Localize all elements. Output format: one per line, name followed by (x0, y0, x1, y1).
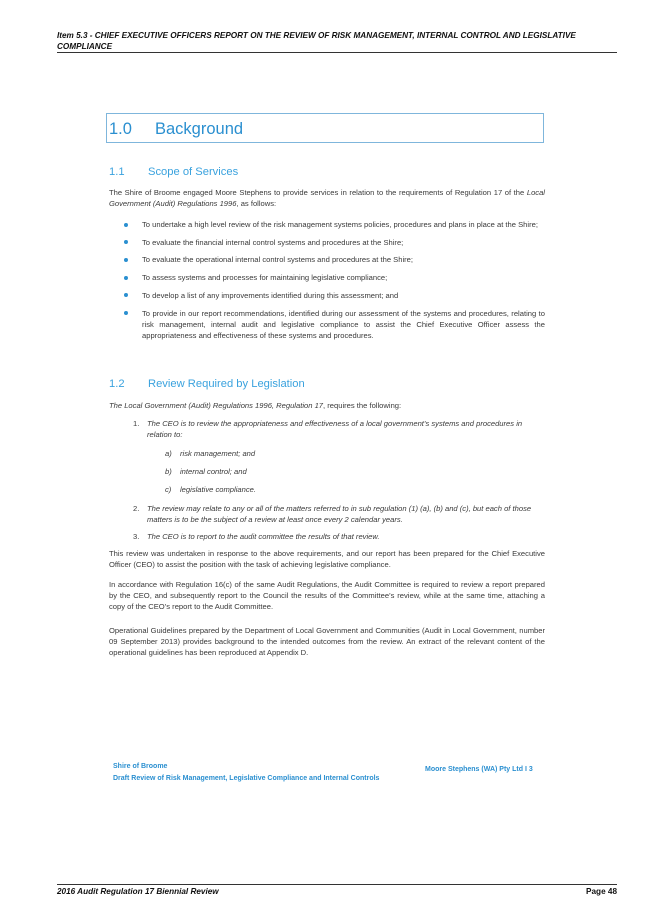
footer-rule (57, 884, 617, 885)
subsection-number-1-2: 1.2 (109, 378, 125, 390)
guidelines-paragraph: Operational Guidelines prepared by the Department of Local Government and Communities (Audit in Local Government, number 09 September 2013) provides background to the intended outcomes from the review. An extract of the relevant content of the operational guidelines has been reproduced at Appendix D. (109, 626, 545, 658)
regulation-item-3: 3. The CEO is to report to the audit committee the results of that review. (133, 532, 380, 541)
regulation-subitem-b: b) internal control; and (165, 467, 247, 476)
scope-bullet-list (109, 219, 545, 348)
bullet-dot-icon (124, 276, 128, 280)
page-number: Page 48 (586, 887, 617, 896)
list-item: To assess systems and processes for maintaining legislative compliance; (109, 272, 545, 283)
bullet-dot-icon (124, 293, 128, 297)
subsection-title-legislation: Review Required by Legislation (148, 378, 305, 390)
section-title: Background (155, 120, 244, 138)
subsection-number-1-1: 1.1 (109, 166, 125, 178)
legislation-intro: The Local Government (Audit) Regulations 1996, Regulation 17, requires the following: (109, 401, 402, 410)
review-paragraph: This review was undertaken in response to the above requirements, and our report has been prepared for the Chief Executive Officer (CEO) to assist the position with the task of achieving legislative compliance. (109, 549, 545, 570)
report-footer-firm: Moore Stephens (WA) Pty Ltd I 3 (425, 766, 533, 773)
report-footer-doc-title: Draft Review of Risk Management, Legislative Compliance and Internal Controls (113, 774, 380, 782)
list-item: To develop a list of any improvements identified during this assessment; and (109, 290, 545, 301)
bullet-dot-icon (124, 223, 128, 227)
regulation-item-2: 2. The review may relate to any or all of the matters referred to in sub regulation (1) (a), (b) and (c), but each of those matters is to be the subject of a review at least once every 2 calendar years. (133, 504, 532, 525)
regulation-subitem-c: c) legislative compliance. (165, 485, 256, 494)
report-footer-org: Shire of Broome (113, 763, 168, 770)
regulation-subitem-a: a) risk management; and (165, 449, 256, 458)
bullet-dot-icon (124, 311, 128, 315)
bullet-dot-icon (124, 258, 128, 262)
section-number: 1.0 (109, 120, 132, 138)
list-item: To evaluate the operational internal control systems and procedures at the Shire; (109, 254, 545, 265)
list-item: To evaluate the financial internal control systems and procedures at the Shire; (109, 237, 545, 248)
list-item: To provide in our report recommendations, identified during our assessment of the systems and procedures, relating to risk management, internal audit and legislative compliance to assist the Chief Executive Officer assess the appropriateness and effectiveness of these systems and procedures. (109, 308, 545, 342)
bullet-dot-icon (124, 240, 128, 244)
subsection-title-scope: Scope of Services (148, 166, 239, 178)
scope-intro: The Shire of Broome engaged Moore Stephens to provide services in relation to the requirements of Regulation 17 of the Local Government (Audit) Regulations 1996, as follows: (109, 188, 545, 209)
list-item: To undertake a high level review of the risk management systems policies, procedures and plans in place at the Shire; (109, 219, 545, 230)
audit-committee-paragraph: In accordance with Regulation 16(c) of the same Audit Regulations, the Audit Committee is required to review a report prepared by the CEO, and subsequently report to the Council the results of the Committee’s review, while at the same time, attaching a copy of the CEO’s report to the Audit Committee. (109, 580, 545, 612)
report-footer-left (113, 761, 379, 784)
regulation-item-1: 1. The CEO is to review the appropriateness and effectiveness of a local government’s systems and procedures in relation to: (133, 419, 523, 440)
document-header: Item 5.3 - CHIEF EXECUTIVE OFFICERS REPORT ON THE REVIEW OF RISK MANAGEMENT, INTERNAL CONTROL AND LEGISLATIVE COMPLIANCE (57, 31, 576, 51)
header-rule (57, 52, 617, 53)
page-footer-title: 2016 Audit Regulation 17 Biennial Review (57, 887, 219, 896)
